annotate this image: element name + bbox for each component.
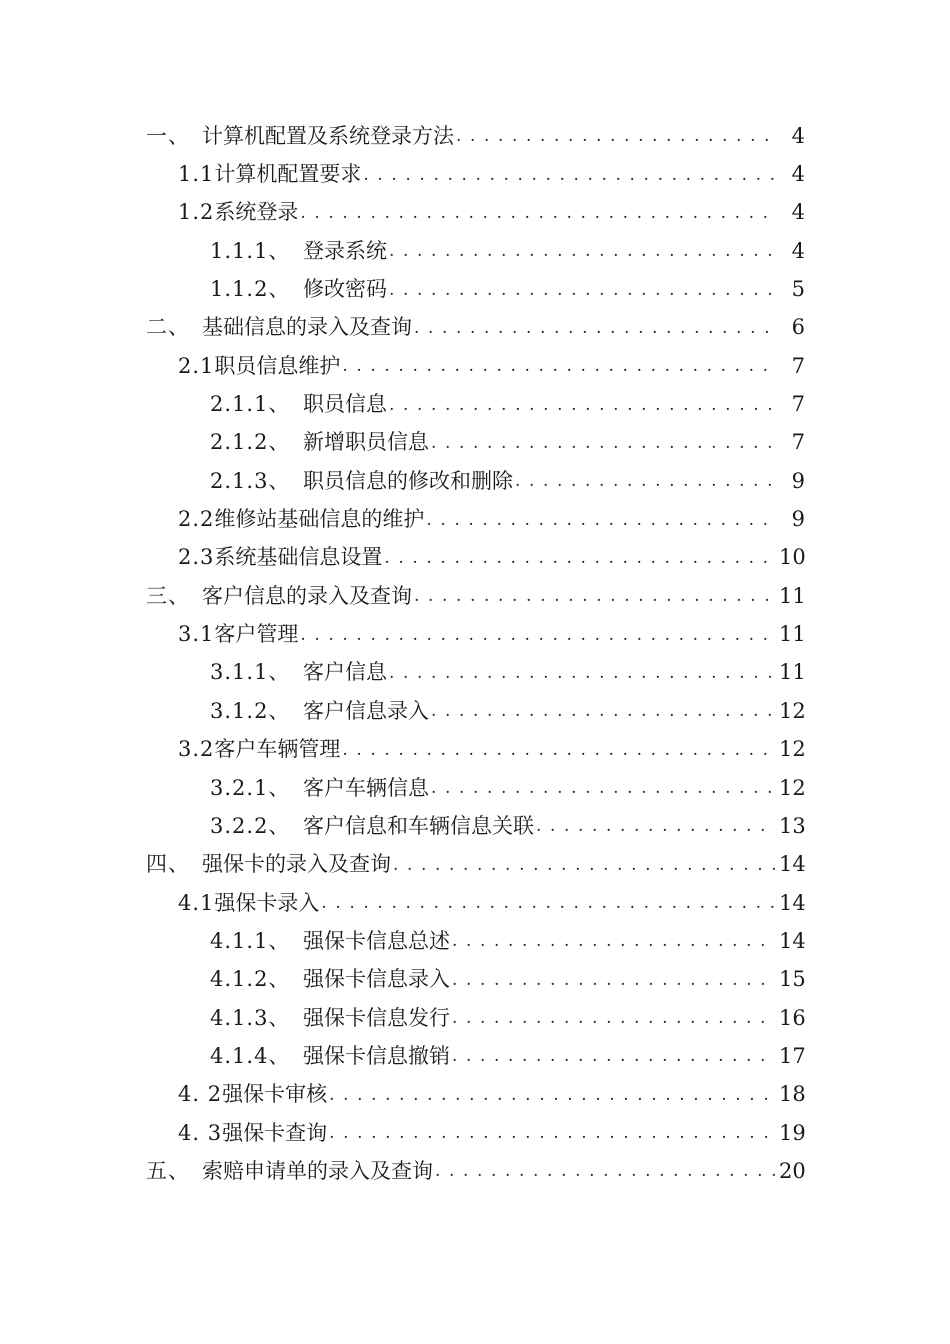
toc-number: 2.1.3、 <box>210 468 291 493</box>
toc-entry[interactable] <box>0 539 950 577</box>
toc-entry[interactable] <box>0 692 950 730</box>
toc-title: 系统基础信息设置 <box>214 545 383 570</box>
toc-page-number: 16 <box>779 1005 806 1030</box>
toc-entry[interactable] <box>0 922 950 960</box>
toc-title: 登录系统 <box>303 238 387 263</box>
toc-page-number: 12 <box>779 775 806 800</box>
toc-page-number: 11 <box>779 583 806 608</box>
toc-entry[interactable] <box>0 424 950 462</box>
toc-title: 维修站基础信息的维护 <box>214 507 425 532</box>
toc-leader-dots <box>300 202 775 224</box>
toc-entry[interactable] <box>0 615 950 653</box>
toc-leader-dots <box>342 355 775 377</box>
toc-title: 修改密码 <box>303 277 387 302</box>
toc-leader-dots <box>456 125 775 147</box>
toc-title: 客户信息和车辆信息关联 <box>303 813 534 838</box>
toc-leader-dots <box>389 394 775 416</box>
toc-entry[interactable] <box>0 309 950 347</box>
toc-title: 客户车辆管理 <box>214 737 341 762</box>
toc-entry[interactable] <box>0 1037 950 1075</box>
toc-page-number: 7 <box>791 392 805 417</box>
toc-leader-dots <box>329 1122 775 1144</box>
toc-title: 强保卡信息录入 <box>303 967 450 992</box>
toc-leader-dots <box>431 700 775 722</box>
toc-leader-dots <box>393 854 775 876</box>
toc-entry[interactable] <box>0 577 950 615</box>
toc-title: 职员信息 <box>303 392 387 417</box>
toc-number: 3.2.1、 <box>210 775 291 800</box>
toc-leader-dots <box>389 240 775 262</box>
toc-number: 二、 <box>146 315 190 340</box>
toc-number: 3.1 <box>178 622 215 647</box>
toc-page-number: 9 <box>791 468 805 493</box>
toc-number: 2.2 <box>178 507 215 532</box>
toc-entry[interactable] <box>0 1152 950 1190</box>
toc-title: 职员信息的修改和删除 <box>303 468 513 493</box>
toc-page-number: 6 <box>791 315 805 340</box>
toc-entry[interactable] <box>0 385 950 423</box>
toc-title: 强保卡信息总述 <box>303 928 450 953</box>
toc-leader-dots <box>515 470 775 492</box>
toc-title: 职员信息维护 <box>214 353 341 378</box>
toc-number: 2.1 <box>178 353 215 378</box>
toc-number: 4.1.1、 <box>210 928 291 953</box>
toc-leader-dots <box>363 164 775 186</box>
toc-entry[interactable] <box>0 462 950 500</box>
toc-page-number: 4 <box>791 162 805 187</box>
toc-number: 五、 <box>146 1158 190 1183</box>
toc-page-number: 11 <box>779 660 806 685</box>
toc-page-number: 7 <box>791 353 805 378</box>
toc-page-number: 5 <box>791 277 805 302</box>
toc-page-number: 11 <box>779 622 806 647</box>
toc-leader-dots <box>414 585 775 607</box>
toc-leader-dots <box>342 739 775 761</box>
toc-title: 客户管理 <box>214 622 299 647</box>
toc-number: 4. 2 <box>178 1082 223 1107</box>
toc-leader-dots <box>329 1084 775 1106</box>
toc-leader-dots <box>452 1045 775 1067</box>
toc-number: 4.1 <box>178 890 215 915</box>
toc-number: 4.1.2、 <box>210 967 291 992</box>
toc-leader-dots <box>431 432 775 454</box>
toc-entry[interactable] <box>0 807 950 845</box>
toc-title: 客户信息的录入及查询 <box>202 583 412 608</box>
toc-leader-dots <box>536 815 775 837</box>
toc-leader-dots <box>389 279 775 301</box>
toc-entry[interactable] <box>0 500 950 538</box>
toc-title: 索赔申请单的录入及查询 <box>202 1158 433 1183</box>
toc-entry[interactable] <box>0 117 950 155</box>
toc-number: 1.1 <box>178 162 215 187</box>
toc-leader-dots <box>384 547 775 569</box>
toc-number: 3.1.2、 <box>210 698 291 723</box>
toc-title: 强保卡审核 <box>222 1082 328 1107</box>
toc-leader-dots <box>414 317 775 339</box>
toc-entry[interactable] <box>0 194 950 232</box>
toc-title: 客户车辆信息 <box>303 775 429 800</box>
toc-entry[interactable] <box>0 347 950 385</box>
toc-leader-dots <box>431 777 775 799</box>
toc-title: 计算机配置及系统登录方法 <box>202 123 454 148</box>
toc-page-number: 4 <box>791 123 805 148</box>
toc-number: 2.1.2、 <box>210 430 291 455</box>
toc-leader-dots <box>452 930 775 952</box>
toc-number: 3.1.1、 <box>210 660 291 685</box>
toc-page-number: 12 <box>779 737 806 762</box>
toc-entry[interactable] <box>0 654 950 692</box>
toc-leader-dots <box>321 892 775 914</box>
toc-number: 四、 <box>146 852 190 877</box>
toc-page-number: 4 <box>791 238 805 263</box>
toc-page-number: 19 <box>779 1120 806 1145</box>
toc-page-number: 14 <box>779 852 806 877</box>
toc-title: 强保卡查询 <box>222 1120 328 1145</box>
toc-number: 1.1.1、 <box>210 238 291 263</box>
toc-title: 强保卡信息撤销 <box>303 1043 450 1068</box>
toc-number: 2.3 <box>178 545 215 570</box>
toc-entry[interactable] <box>0 731 950 769</box>
toc-page-number: 17 <box>779 1043 806 1068</box>
toc-page-number: 7 <box>791 430 805 455</box>
toc-leader-dots <box>452 969 775 991</box>
toc-page-number: 4 <box>791 200 805 225</box>
toc-leader-dots <box>426 509 775 531</box>
toc-entry[interactable] <box>0 769 950 807</box>
toc-page-number: 12 <box>779 698 806 723</box>
toc-page-number: 9 <box>791 507 805 532</box>
toc-entry[interactable] <box>0 846 950 884</box>
toc-leader-dots <box>452 1007 775 1029</box>
toc-number: 2.1.1、 <box>210 392 291 417</box>
toc-entry[interactable] <box>0 1076 950 1114</box>
table-of-contents <box>0 117 950 1191</box>
toc-page-number: 20 <box>779 1158 806 1183</box>
toc-entry[interactable] <box>0 270 950 308</box>
toc-title: 新增职员信息 <box>303 430 429 455</box>
toc-entry[interactable] <box>0 232 950 270</box>
toc-title: 客户信息录入 <box>303 698 429 723</box>
toc-page-number: 10 <box>779 545 806 570</box>
toc-title: 强保卡的录入及查询 <box>202 852 391 877</box>
toc-number: 4. 3 <box>178 1120 223 1145</box>
toc-number: 4.1.4、 <box>210 1043 291 1068</box>
toc-number: 一、 <box>146 123 190 148</box>
toc-number: 三、 <box>146 583 190 608</box>
toc-number: 4.1.3、 <box>210 1005 291 1030</box>
toc-leader-dots <box>300 624 775 646</box>
toc-title: 计算机配置要求 <box>214 162 362 187</box>
toc-entry[interactable] <box>0 1114 950 1152</box>
toc-page-number: 15 <box>779 967 806 992</box>
toc-page-number: 18 <box>779 1082 806 1107</box>
toc-title: 强保卡信息发行 <box>303 1005 450 1030</box>
toc-number: 1.2 <box>178 200 215 225</box>
toc-title: 系统登录 <box>214 200 299 225</box>
toc-entry[interactable] <box>0 155 950 193</box>
toc-title: 客户信息 <box>303 660 387 685</box>
toc-number: 1.1.2、 <box>210 277 291 302</box>
toc-leader-dots <box>389 662 775 684</box>
toc-title: 强保卡录入 <box>214 890 320 915</box>
toc-page-number: 13 <box>779 813 806 838</box>
toc-entry[interactable] <box>0 961 950 999</box>
toc-number: 3.2.2、 <box>210 813 291 838</box>
toc-leader-dots <box>435 1160 775 1182</box>
toc-entry[interactable] <box>0 884 950 922</box>
toc-entry[interactable] <box>0 999 950 1037</box>
toc-number: 3.2 <box>178 737 215 762</box>
toc-page-number: 14 <box>779 890 806 915</box>
toc-page-number: 14 <box>779 928 806 953</box>
toc-title: 基础信息的录入及查询 <box>202 315 412 340</box>
